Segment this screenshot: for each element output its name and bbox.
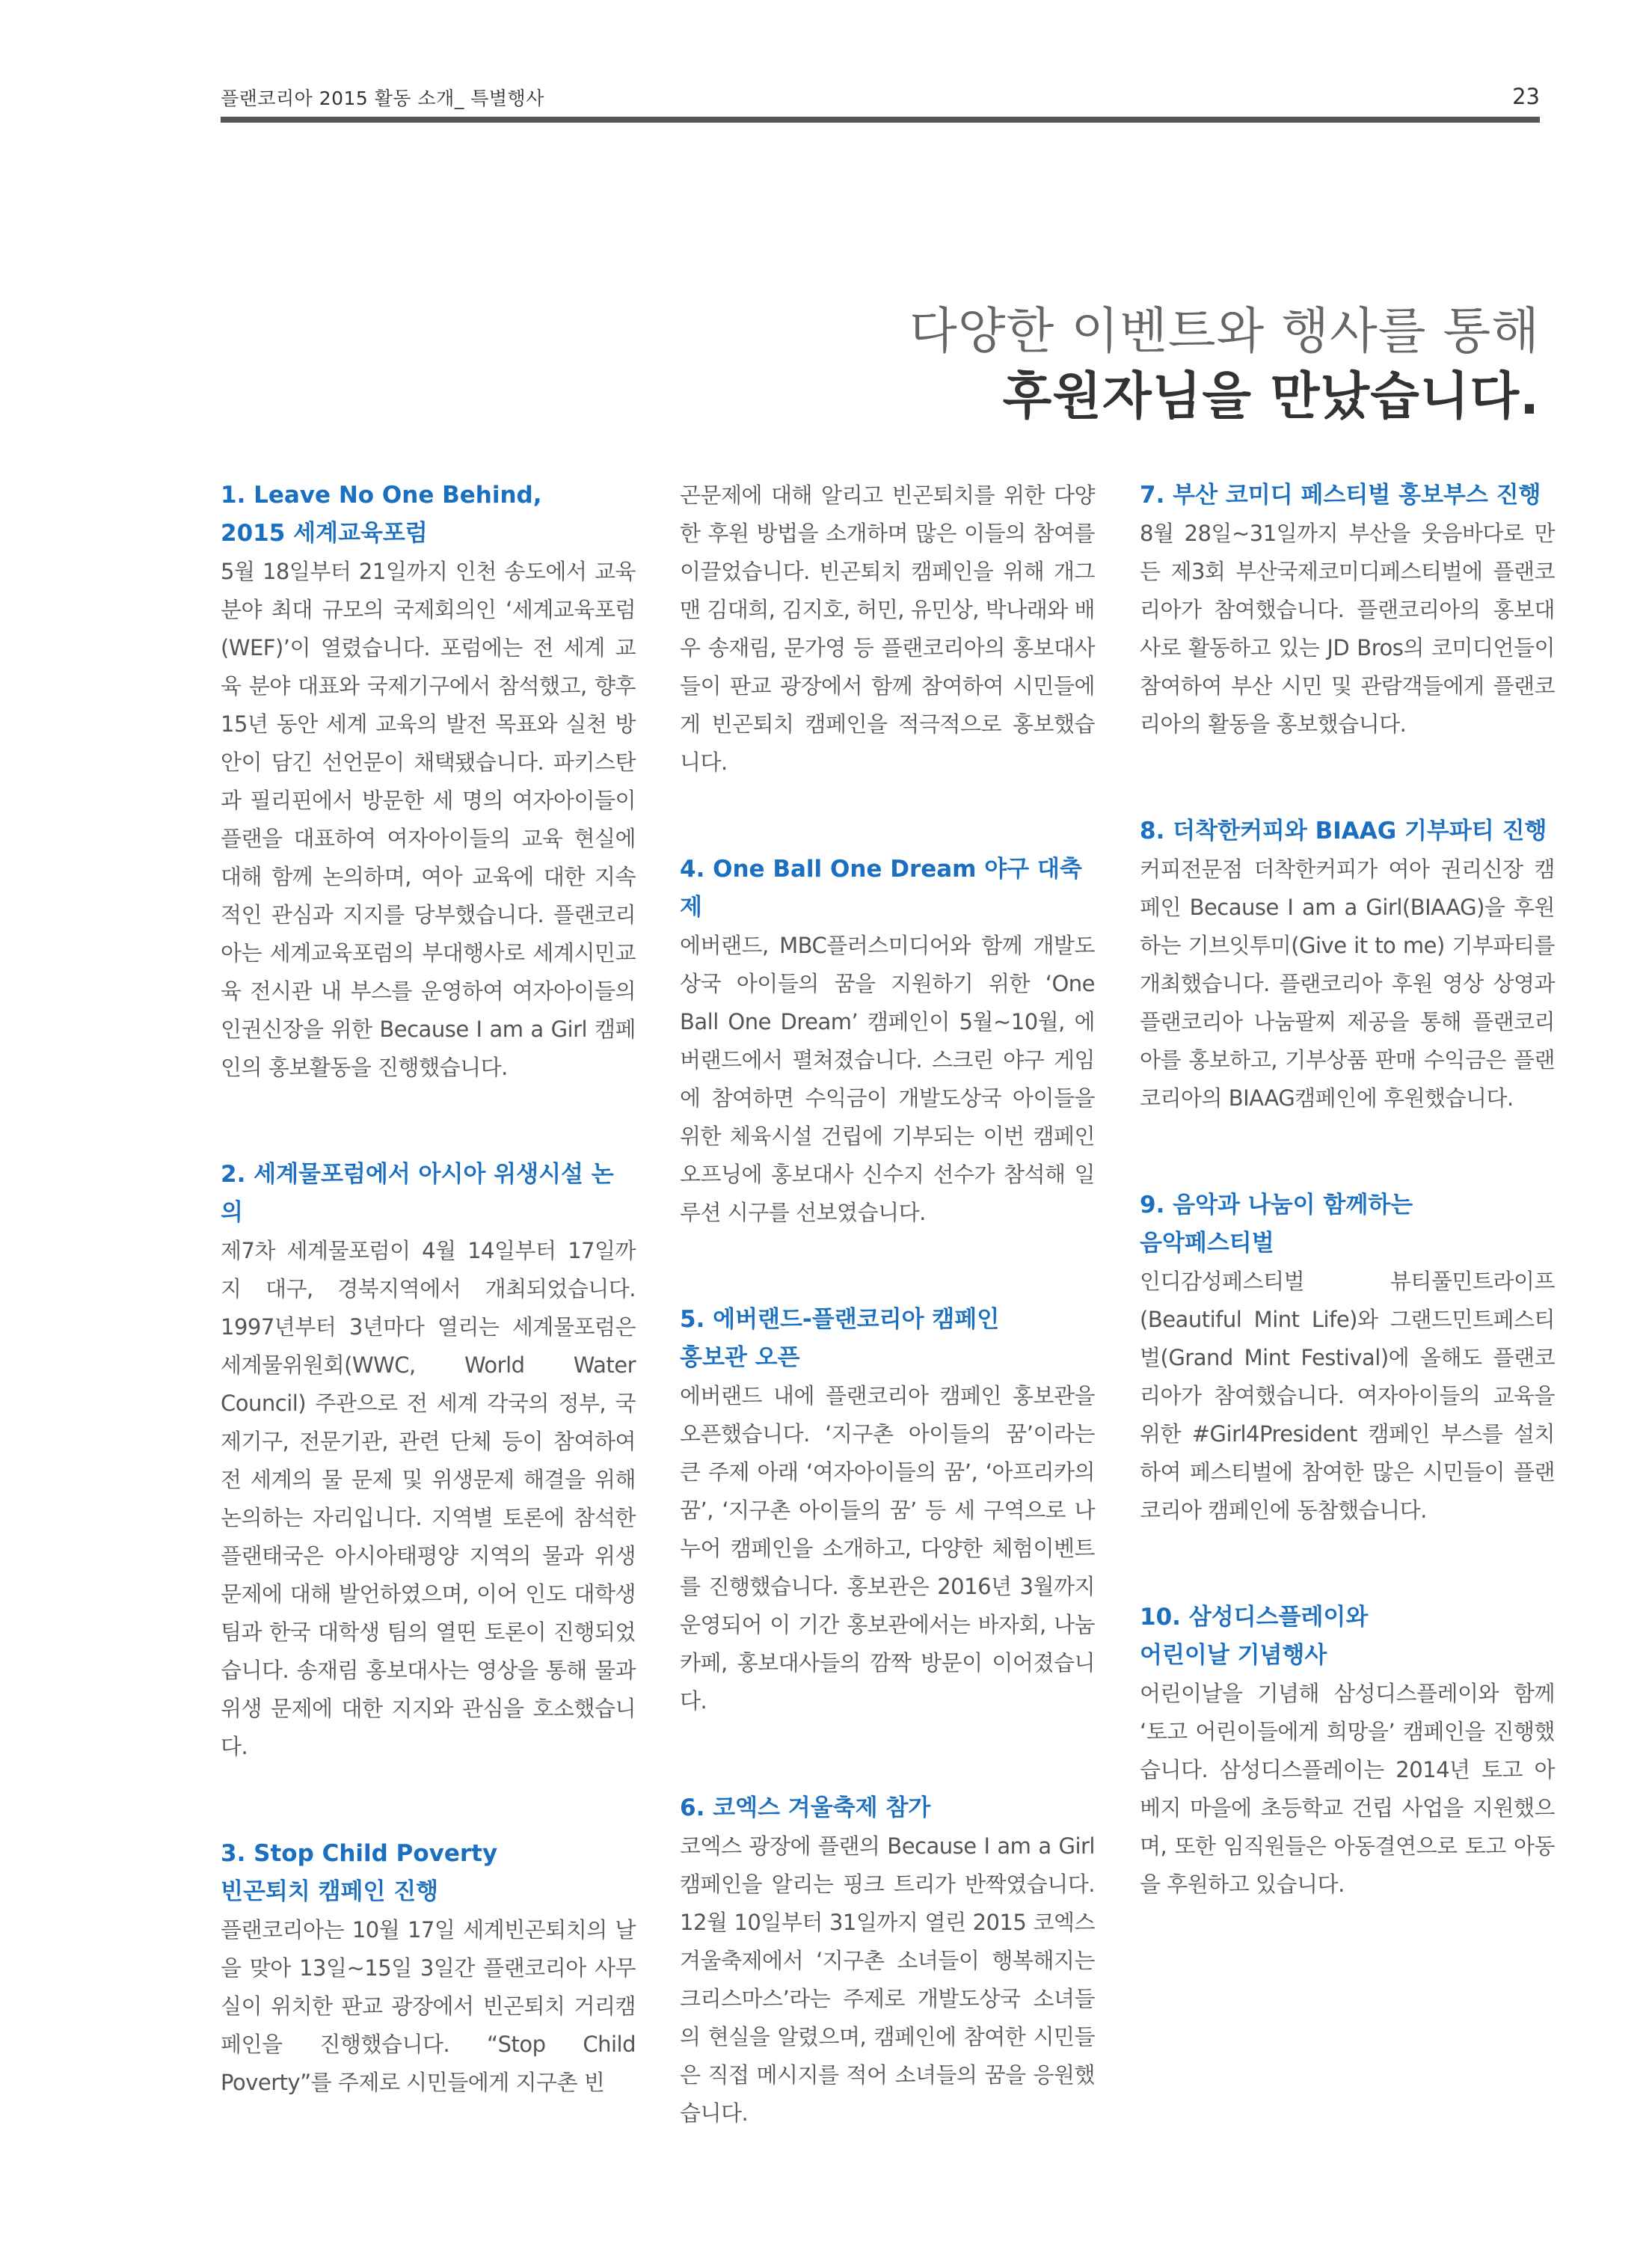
header-section-label: 플랜코리아 2015 활동 소개_ 특별행사	[221, 88, 544, 109]
section-1	[221, 476, 636, 1087]
section-10-body: 어린이날을 기념해 삼성디스플레이와 함께 ‘토고 어린이들에게 희망을’ 캠페인을 진행했습니다. 삼성디스플레이는 2014년 토고 아베지 마을에 초등학교 건립 사업을 지원했으며, 또한 임직원들은 아동결연으로 토고 아동을 후원하고 있습니다.	[1140, 1681, 1555, 1897]
section-10-title-line-1: 10. 삼성디스플레이와	[1140, 1604, 1369, 1631]
section-8-body: 커피전문점 더착한커피가 여아 권리신장 캠페인 Because I am a Girl(BIAAG)을 후원하는 기브잇투미(Give it to me) 기부파티를 개최했습니다. 플랜코리아 후원 영상 상영과 플랜코리아 나눔팔찌 제공을 통해 플랜코리아를 홍보하고, 기부상품 판매 수익금은 플랜코리아의 BIAAG캠페인에 후원했습니다.	[1140, 856, 1555, 1111]
section-4-title: 4. One Ball One Dream 야구 대축제	[680, 856, 1082, 921]
section-6-body: 코엑스 광장에 플랜의 Because I am a Girl 캠페인을 알리는 핑크 트리가 반짝였습니다. 12월 10일부터 31일까지 열린 2015 코엑스 겨울축제에서 ‘지구촌 소녀들이 행복해지는 크리스마스’라는 주제로 개발도상국 소녀들의 현실을 알렸으며, 캠페인에 참여한 시민들은 직접 메시지를 적어 소녀들의 꿈을 응원했습니다.	[680, 1833, 1095, 2126]
section-5-title-line-1: 5. 에버랜드-플랜코리아 캠페인	[680, 1306, 1000, 1333]
section-1-body: 5월 18일부터 21일까지 인천 송도에서 교육 분야 최대 규모의 국제회의인 ‘세계교육포럼(WEF)’이 열렸습니다. 포럼에는 전 세계 교육 분야 대표와 국제기구에서 참석했고, 향후 15년 동안 세계 교육의 발전 목표와 실천 방안이 담긴 선언문이 채택됐습니다. 파키스탄과 필리핀에서 방문한 세 명의 여자아이들이 플랜을 대표하여 여자아이들의 교육 현실에 대해 함께 논의하며, 여아 교육에 대한 지속적인 관심과 지지를 당부했습니다. 플랜코리아는 세계교육포럼의 부대행사로 세계시민교육 전시관 내 부스를 운영하여 여자아이들의 인권신장을 위한 Because I am a Girl 캠페인의 홍보활동을 진행했습니다.	[221, 559, 636, 1080]
section-5-body: 에버랜드 내에 플랜코리아 캠페인 홍보관을 오픈했습니다. ‘지구촌 아이들의 꿈’이라는 큰 주제 아래 ‘여자아이들의 꿈’, ‘아프리카의 꿈’, ‘지구촌 아이들의 꿈’ 등 세 구역으로 나누어 캠페인을 소개하고, 다양한 체험이벤트를 진행했습니다. 홍보관은 2016년 3월까지 운영되어 이 기간 홍보관에서는 바자회, 나눔카페, 홍보대사들의 깜짝 방문이 이어졌습니다.	[680, 1383, 1095, 1714]
hero-heading	[909, 299, 1540, 431]
section-9-body: 인디감성페스티벌 뷰티풀민트라이프(Beautiful Mint Life)와 그랜드민트페스티벌(Grand Mint Festival)에 올해도 플랜코리아가 참여했습니다. 여자아이들의 교육을 위한 #Girl4President 캠페인 부스를 설치하여 페스티벌에 참여한 많은 시민들이 플랜코리아 캠페인에 동참했습니다.	[1140, 1269, 1555, 1523]
section-5-title-line-2: 홍보관 오픈	[680, 1344, 800, 1371]
column-2	[680, 476, 1095, 2201]
page-number: 23	[1512, 84, 1540, 109]
section-9	[1140, 1186, 1555, 1530]
section-3	[221, 1835, 636, 2102]
section-4	[680, 850, 1095, 1232]
section-1-title-line-2: 2015 세계교육포럼	[221, 520, 428, 547]
section-8	[1140, 812, 1555, 1118]
section-2-title: 2. 세계물포럼에서 아시아 위생시설 논의	[221, 1161, 614, 1226]
section-5	[680, 1301, 1095, 1720]
section-7	[1140, 476, 1555, 744]
section-4-body: 에버랜드, MBC플러스미디어와 함께 개발도상국 아이들의 꿈을 지원하기 위한 ‘One Ball One Dream’ 캠페인이 5월~10월, 에버랜드에서 펼쳐졌습니다. 스크린 야구 게임에 참여하면 수익금이 개발도상국 아이들을 위한 체육시설 건립에 기부되는 이번 캠페인 오프닝에 홍보대사 신수지 선수가 참석해 일루션 시구를 선보였습니다.	[680, 933, 1095, 1225]
section-6-title: 6. 코엑스 겨울축제 참가	[680, 1794, 931, 1821]
section-3-body-part-2: 곤문제에 대해 알리고 빈곤퇴치를 위한 다양한 후원 방법을 소개하며 많은 이들의 참여를 이끌었습니다. 빈곤퇴치 캠페인을 위해 개그맨 김대희, 김지호, 허민, 유민상, 박나래와 배우 송재림, 문가영 등 플랜코리아의 홍보대사들이 판교 광장에서 함께 참여하여 시민들에게 빈곤퇴치 캠페인을 적극적으로 홍보했습니다.	[680, 482, 1095, 775]
column-1	[221, 476, 636, 2171]
section-2-body: 제7차 세계물포럼이 4월 14일부터 17일까지 대구, 경북지역에서 개최되었습니다. 1997년부터 3년마다 열리는 세계물포럼은 세계물위원회(WWC, World Water Council) 주관으로 전 세계 각국의 정부, 국제기구, 전문기관, 관련 단체 등이 참여하여 전 세계의 물 문제 및 위생문제 해결을 위해 논의하는 자리입니다. 지역별 토론에 참석한 플랜태국은 아시아태평양 지역의 물과 위생 문제에 대해 발언하였으며, 이어 인도 대학생 팀과 한국 대학생 팀의 열띤 토론이 진행되었습니다. 송재림 홍보대사는 영상을 통해 물과 위생 문제에 대한 지지와 관심을 호소했습니다.	[221, 1238, 636, 1759]
section-7-title: 7. 부산 코미디 페스티벌 홍보부스 진행	[1140, 482, 1541, 509]
section-2	[221, 1156, 636, 1766]
section-3-title-line-2: 빈곤퇴치 캠페인 진행	[221, 1878, 439, 1905]
header-divider	[221, 117, 1540, 123]
section-3-title-line-1: 3. Stop Child Poverty	[221, 1840, 498, 1867]
section-9-title-line-1: 9. 음악과 나눔이 함께하는	[1140, 1192, 1413, 1218]
section-10	[1140, 1598, 1555, 1904]
section-6	[680, 1789, 1095, 2133]
section-1-title-line-1: 1. Leave No One Behind,	[221, 482, 542, 509]
section-3-body-part-1: 플랜코리아는 10월 17일 세계빈곤퇴치의 날을 맞아 13일~15일 3일간 플랜코리아 사무실이 위치한 판교 광장에서 빈곤퇴치 거리캠페인을 진행했습니다. “Stop Child Poverty”를 주제로 시민들에게 지구촌 빈	[221, 1917, 636, 2095]
hero-line-2: 후원자님을 만났습니다.	[1002, 367, 1540, 426]
section-7-body: 8월 28일~31일까지 부산을 웃음바다로 만든 제3회 부산국제코미디페스티벌에 플랜코리아가 참여했습니다. 플랜코리아의 홍보대사로 활동하고 있는 JD Bros의 코미디언들이 참여하여 부산 시민 및 관람객들에게 플랜코리아의 활동을 홍보했습니다.	[1140, 521, 1555, 737]
column-3	[1140, 476, 1555, 1972]
section-3-continued	[680, 476, 1095, 782]
section-10-title-line-2: 어린이날 기념행사	[1140, 1642, 1327, 1669]
section-9-title-line-2: 음악페스티벌	[1140, 1230, 1274, 1257]
hero-line-1: 다양한 이벤트와 행사를 통해	[909, 302, 1540, 360]
section-8-title: 8. 더착한커피와 BIAAG 기부파티 진행	[1140, 818, 1547, 844]
